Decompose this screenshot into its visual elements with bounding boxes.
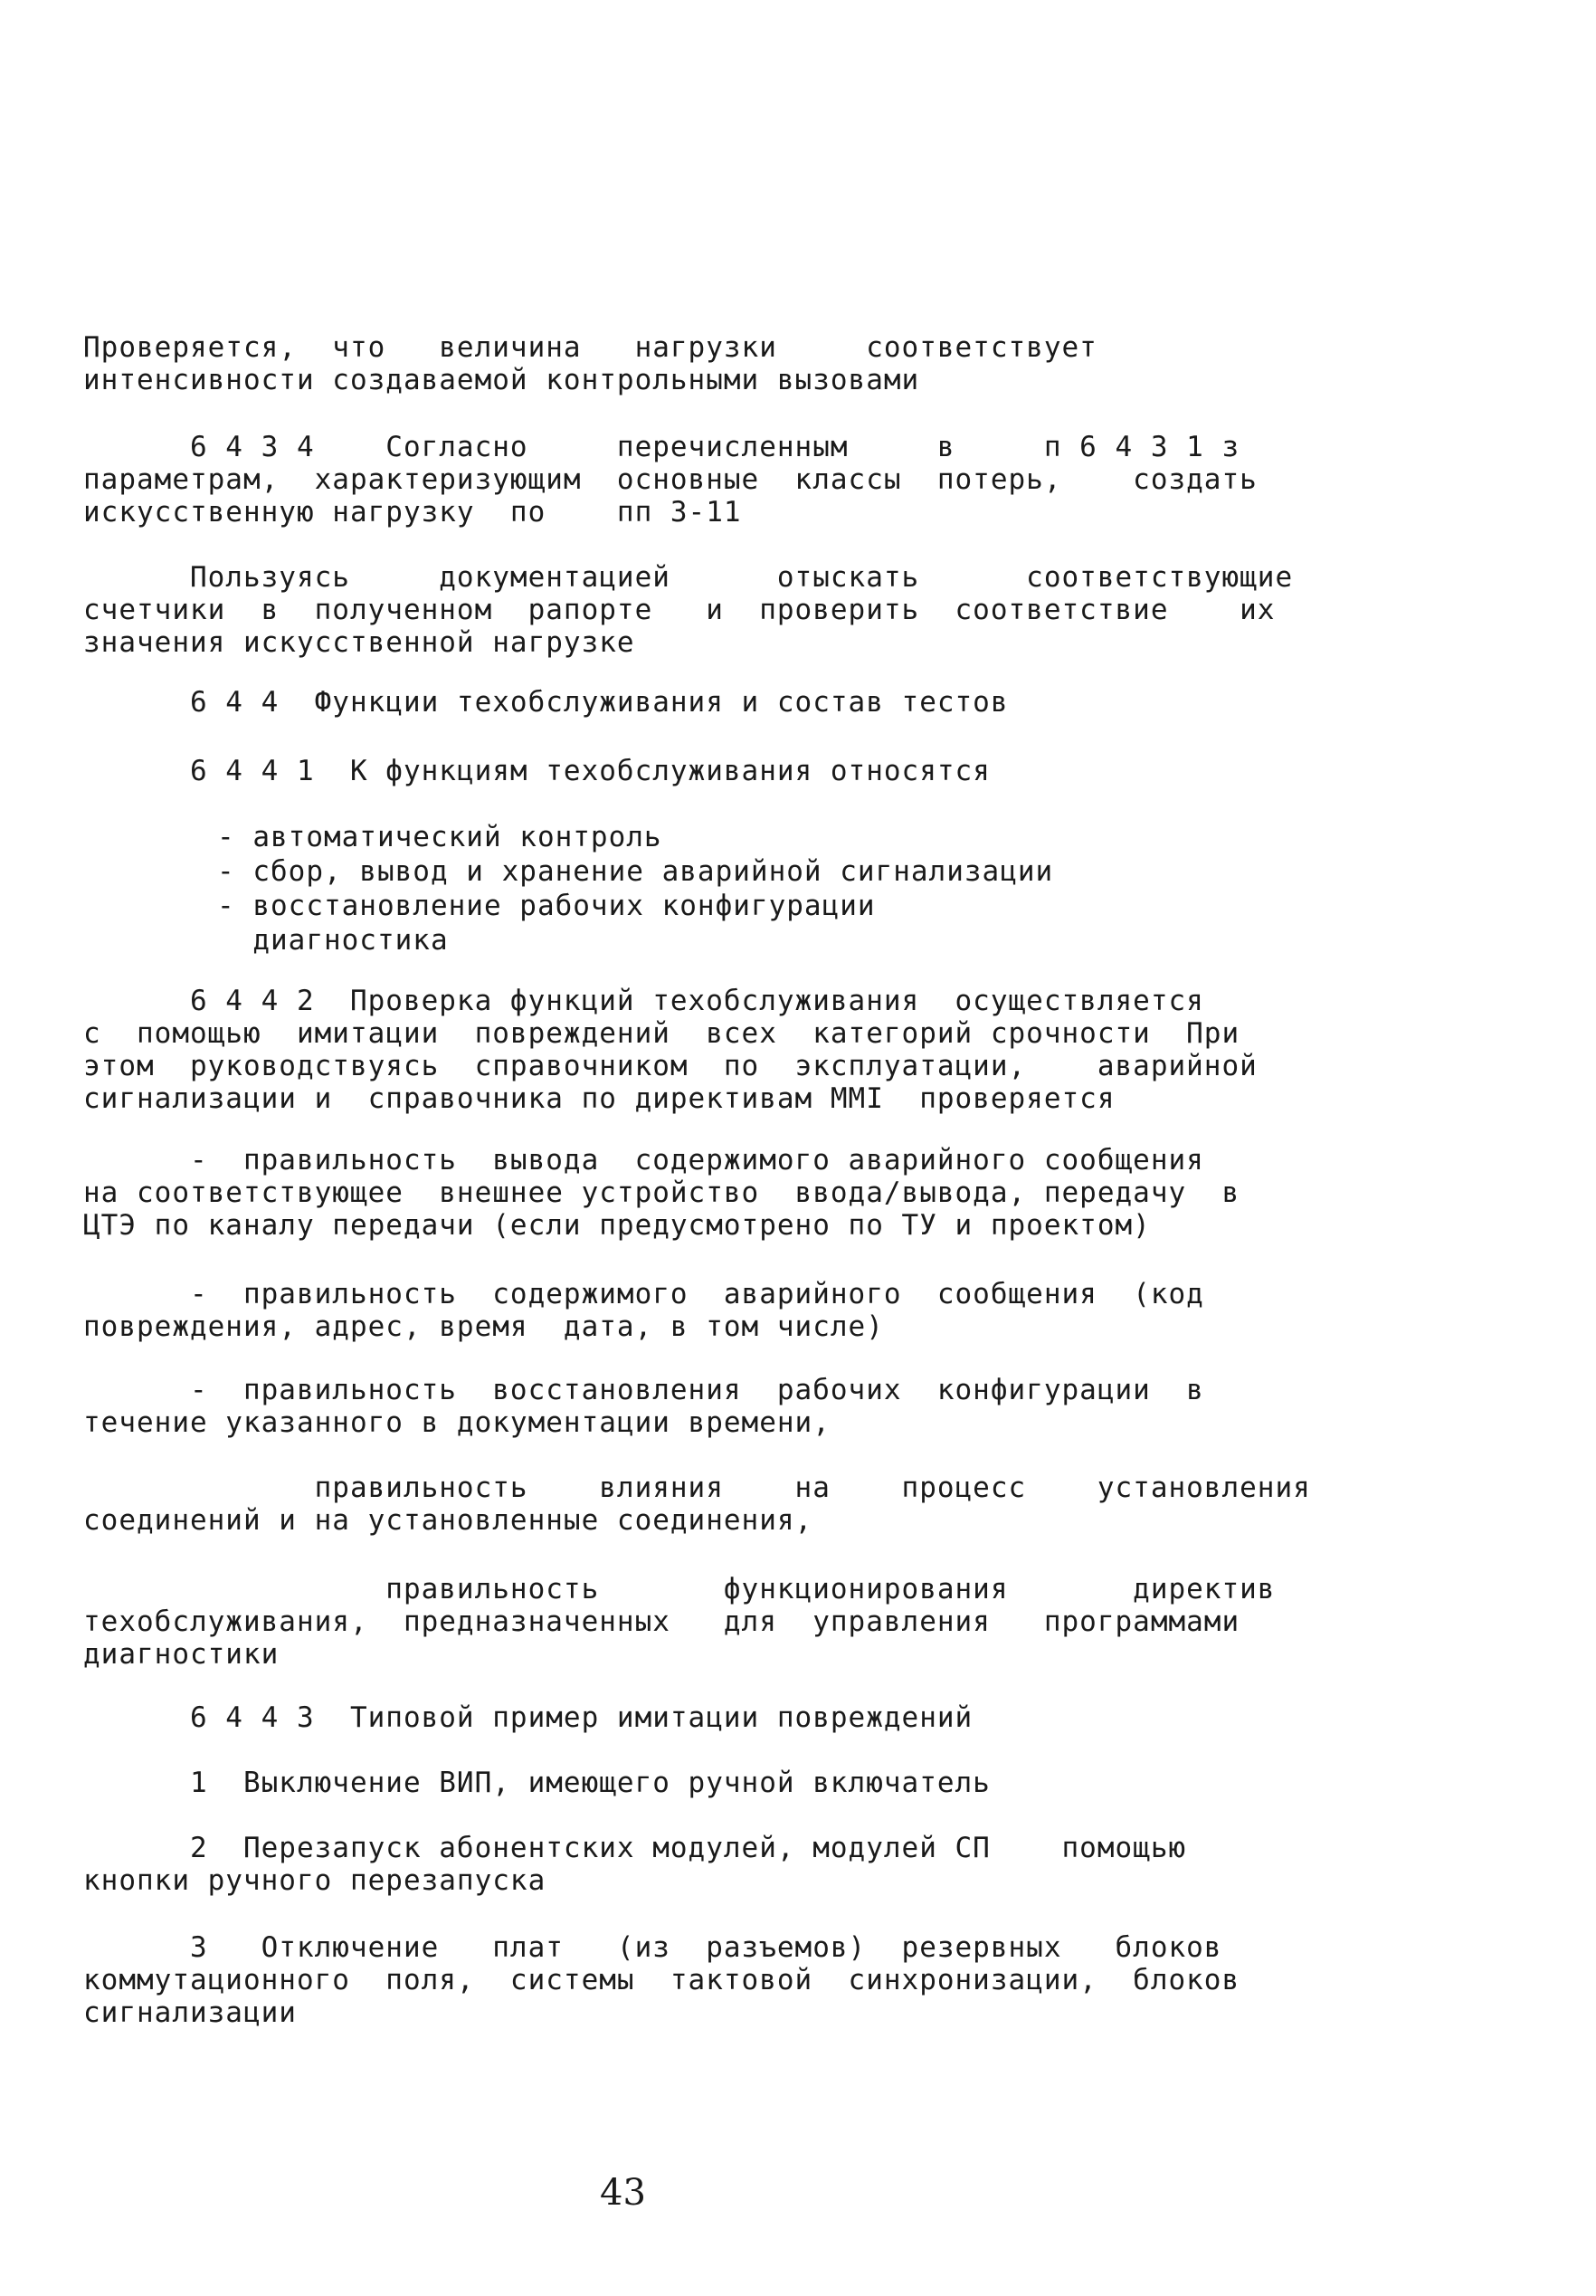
paragraph-load-check — [83, 331, 1350, 396]
text-line: правильность функционирования директив — [83, 1573, 1276, 1605]
paragraph-item-3 — [83, 1931, 1350, 2029]
text-line: повреждения, адрес, время дата, в том числе) — [83, 1310, 884, 1343]
paragraph-alarm-output — [83, 1144, 1350, 1242]
paragraph-item-1 — [83, 1767, 1350, 1799]
paragraph-directives — [83, 1573, 1350, 1671]
list-item: - сбор, вывод и хранение аварийной сигнализации — [217, 855, 1054, 888]
text-line: ЦТЭ по каналу передачи (если предусмотрено по ТУ и проектом) — [83, 1209, 1151, 1242]
paragraph-item-2 — [83, 1832, 1350, 1897]
text-line: параметрам, характеризующим основные классы потерь, создать — [83, 463, 1258, 496]
text-line: кнопки ручного перезапуска — [83, 1864, 546, 1897]
text-line: сигнализации — [83, 1996, 297, 2029]
text-line: 6 4 4 3 Типовой пример имитации повреждений — [83, 1701, 974, 1734]
text-line: с помощью имитации повреждений всех категорий срочности При — [83, 1017, 1240, 1050]
text-line: - правильность восстановления рабочих конфигурации в — [83, 1374, 1204, 1406]
text-line: этом руководствуясь справочником по эксплуатации, аварийной — [83, 1050, 1258, 1082]
list-item: - автоматический контроль — [217, 821, 662, 853]
text-line: интенсивности создаваемой контрольными вызовами — [83, 364, 920, 396]
text-line: Проверяется, что величина нагрузки соответствует — [83, 331, 1097, 364]
paragraph-6-4-3-4 — [83, 431, 1350, 529]
text-line: искусственную нагрузку по пп 3-11 — [83, 496, 742, 529]
list-item: диагностика — [217, 924, 449, 957]
page-number: 43 — [600, 2172, 646, 2214]
text-line: техобслуживания, предназначенных для управления программами — [83, 1605, 1240, 1638]
paragraph-counters — [83, 561, 1350, 659]
text-line: - правильность вывода содержимого аварийного сообщения — [83, 1144, 1204, 1177]
text-line: на соответствующее внешнее устройство ввода/вывода, передачу в — [83, 1177, 1240, 1209]
heading-6-4-4 — [83, 686, 1350, 719]
text-line: 2 Перезапуск абонентских модулей, модулей СП помощью — [83, 1832, 1187, 1864]
text-line: - правильность содержимого аварийного сообщения (код — [83, 1278, 1204, 1310]
text-line: значения искусственной нагрузке — [83, 626, 635, 659]
text-line: 6 4 4 2 Проверка функций техобслуживания осуществляется — [83, 985, 1204, 1017]
text-line: счетчики в полученном рапорте и проверить соответствие их — [83, 594, 1276, 626]
text-line: диагностики — [83, 1638, 280, 1671]
text-line: течение указанного в документации времени, — [83, 1406, 831, 1439]
text-line: 6 4 3 4 Согласно перечисленным в п 6 4 3 1 з — [83, 431, 1240, 463]
maintenance-functions-list — [217, 820, 1053, 957]
text-line: 3 Отключение плат (из разъемов) резервных блоков — [83, 1931, 1222, 1964]
text-line: 6 4 4 Функции техобслуживания и состав тестов — [83, 686, 1009, 719]
list-item: - восстановление рабочих конфигурации — [217, 890, 876, 922]
text-line: сигнализации и справочника по директивам MMI проверяется — [83, 1082, 1116, 1115]
paragraph-6-4-4-2 — [83, 985, 1350, 1115]
heading-6-4-4-3 — [83, 1701, 1350, 1734]
text-line: коммутационного поля, системы тактовой синхронизации, блоков — [83, 1964, 1240, 1996]
paragraph-restoration — [83, 1374, 1350, 1439]
text-line: 6 4 4 1 К функциям техобслуживания относятся — [83, 755, 991, 787]
text-line: Пользуясь документацией отыскать соответствующие — [83, 561, 1294, 594]
heading-6-4-4-1 — [83, 755, 1350, 787]
paragraph-influence — [83, 1472, 1350, 1537]
text-line: 1 Выключение ВИП, имеющего ручной включатель — [83, 1767, 991, 1799]
text-line: соединений и на установленные соединения, — [83, 1504, 813, 1537]
text-line: правильность влияния на процесс установления — [83, 1472, 1311, 1504]
paragraph-alarm-content — [83, 1278, 1350, 1343]
